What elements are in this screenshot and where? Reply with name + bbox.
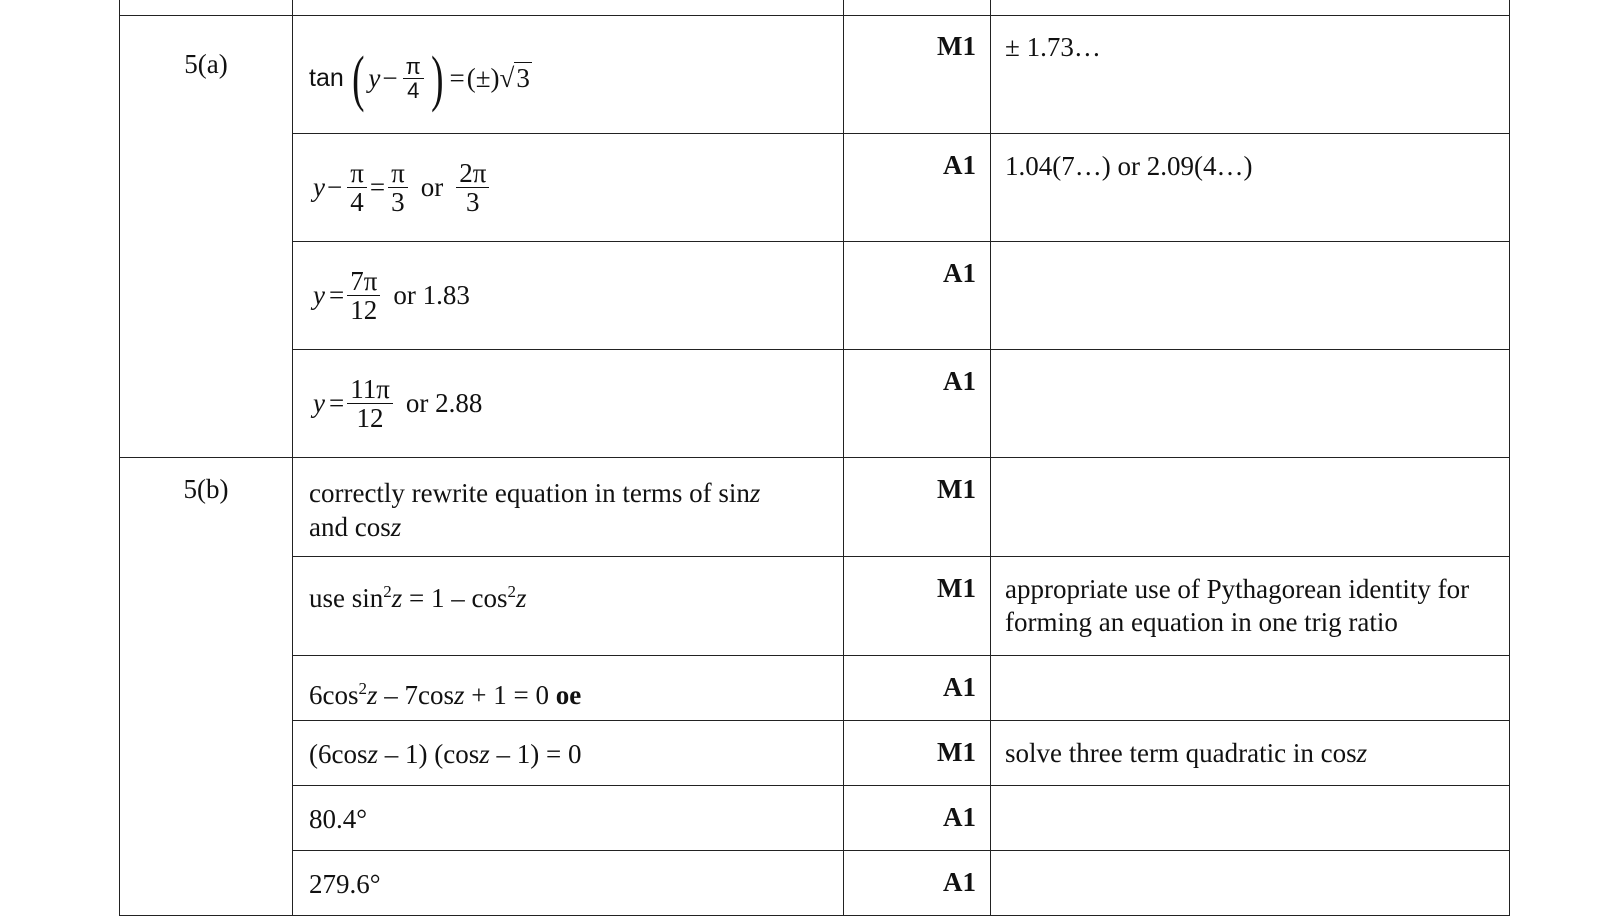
mark-cell xyxy=(844,350,991,458)
decimal-value: or 1.83 xyxy=(393,280,470,310)
fraction xyxy=(456,159,489,217)
decimal-value: or 2.88 xyxy=(405,388,483,418)
numerator: π xyxy=(347,159,367,188)
guidance-text: solve three term quadratic in cosz xyxy=(1005,738,1368,768)
equals-sign: = xyxy=(328,388,345,418)
fraction xyxy=(347,159,367,217)
answer-text: 80.4° xyxy=(309,804,368,834)
guidance-text: 1.04(7…) or 2.09(4…) xyxy=(1005,151,1253,181)
table-row xyxy=(120,242,1510,350)
guidance-cell xyxy=(991,458,1510,557)
table-row xyxy=(120,458,1510,557)
radicand: 3 xyxy=(516,63,530,93)
guidance-text xyxy=(1005,851,1509,882)
mark-code: A1 xyxy=(943,867,976,897)
answer-cell xyxy=(293,656,844,721)
table-row xyxy=(120,16,1510,134)
variable: y xyxy=(313,388,325,418)
denominator: 4 xyxy=(350,187,364,217)
numerator: π xyxy=(403,55,424,79)
equals-sign: = xyxy=(328,280,345,310)
equals-sign: = xyxy=(369,172,386,202)
guidance-text xyxy=(1005,242,1509,273)
guidance-text: ± 1.73… xyxy=(1005,32,1101,62)
mark-code: M1 xyxy=(937,573,976,603)
or-word: or xyxy=(420,172,444,202)
answer-cell xyxy=(293,458,844,557)
answer-text: (6cosz – 1) (cosz – 1) = 0 xyxy=(309,739,582,769)
mark-code: A1 xyxy=(943,150,976,180)
variable: y xyxy=(313,280,325,310)
denominator: 12 xyxy=(356,403,384,433)
answer-text: $6\cos^2z - 7\cos z + 1 = 0$ oe xyxy=(309,679,582,710)
mark-cell xyxy=(844,851,991,916)
answer-cell xyxy=(293,721,844,786)
guidance-text xyxy=(1005,786,1509,817)
mark-code: M1 xyxy=(937,737,976,767)
right-paren: ) xyxy=(430,44,444,113)
mark-cell xyxy=(844,721,991,786)
fraction xyxy=(347,375,393,433)
mark-code: A1 xyxy=(943,366,976,396)
table-row xyxy=(120,786,1510,851)
mark-cell xyxy=(844,557,991,656)
answer-text: use $\sin^2z = 1 - \cos^2z$ xyxy=(309,582,527,613)
mark-scheme-table xyxy=(119,0,1510,916)
denominator: 4 xyxy=(407,78,420,103)
plus-minus: (±) xyxy=(466,63,500,93)
fraction xyxy=(403,55,424,102)
question-number: 5(a) xyxy=(184,49,228,79)
square-root xyxy=(500,63,532,94)
table-row xyxy=(120,0,1510,16)
guidance-cell xyxy=(991,851,1510,916)
answer-cell xyxy=(293,851,844,916)
mark-code: M1 xyxy=(937,31,976,61)
mark-cell xyxy=(844,656,991,721)
numerator: 11π xyxy=(347,375,393,404)
denominator: 3 xyxy=(466,187,480,217)
mark-cell xyxy=(844,458,991,557)
answer-math xyxy=(309,16,843,137)
table-row xyxy=(120,134,1510,242)
guidance-cell xyxy=(991,656,1510,721)
answer-text: 279.6° xyxy=(309,869,381,899)
answer-cell xyxy=(293,350,844,458)
guidance-text: appropriate use of Pythagorean identity for forming an equation in one trig ratio xyxy=(1005,574,1470,637)
guidance-cell xyxy=(991,721,1510,786)
mark-cell xyxy=(844,242,991,350)
question-number-cell xyxy=(120,458,293,916)
denominator: 3 xyxy=(391,187,405,217)
numerator: 7π xyxy=(347,267,380,296)
question-number: 5(b) xyxy=(183,474,229,504)
function-name: tan xyxy=(309,64,344,92)
mark-cell xyxy=(844,16,991,134)
minus-sign: − xyxy=(326,172,343,202)
question-number-cell xyxy=(120,16,293,458)
answer-cell xyxy=(293,242,844,350)
mark-cell xyxy=(844,786,991,851)
guidance-text xyxy=(1005,656,1509,687)
numerator: π xyxy=(388,159,408,188)
variable: y xyxy=(313,172,325,202)
mark-cell xyxy=(844,134,991,242)
table-row xyxy=(120,851,1510,916)
guidance-cell xyxy=(991,242,1510,350)
answer-math xyxy=(309,134,843,241)
table-row xyxy=(120,557,1510,656)
numerator: 2π xyxy=(456,159,489,188)
equals-sign: = xyxy=(449,63,465,93)
fraction xyxy=(347,267,380,325)
table-row xyxy=(120,350,1510,458)
guidance-cell xyxy=(991,350,1510,458)
variable: y xyxy=(368,63,381,93)
table-row xyxy=(120,721,1510,786)
guidance-text xyxy=(1005,458,1509,489)
table-row xyxy=(120,656,1510,721)
answer-cell xyxy=(293,557,844,656)
answer-text: correctly rewrite equation in terms of sinz and cosz xyxy=(309,478,761,542)
mark-code: A1 xyxy=(943,258,976,288)
answer-math xyxy=(309,350,843,457)
mark-code: A1 xyxy=(943,802,976,832)
guidance-cell xyxy=(991,16,1510,134)
answer-math xyxy=(309,242,843,349)
denominator: 12 xyxy=(350,295,378,325)
guidance-cell xyxy=(991,134,1510,242)
fraction xyxy=(388,159,408,217)
guidance-cell xyxy=(991,557,1510,656)
answer-cell xyxy=(293,786,844,851)
left-paren: ( xyxy=(351,44,365,113)
guidance-cell xyxy=(991,786,1510,851)
answer-cell xyxy=(293,16,844,134)
answer-cell xyxy=(293,134,844,242)
minus-sign: − xyxy=(382,63,398,93)
mark-code: M1 xyxy=(937,474,976,504)
mark-code: A1 xyxy=(943,672,976,702)
radical-sign: √ xyxy=(499,63,515,93)
guidance-text xyxy=(1005,350,1509,381)
